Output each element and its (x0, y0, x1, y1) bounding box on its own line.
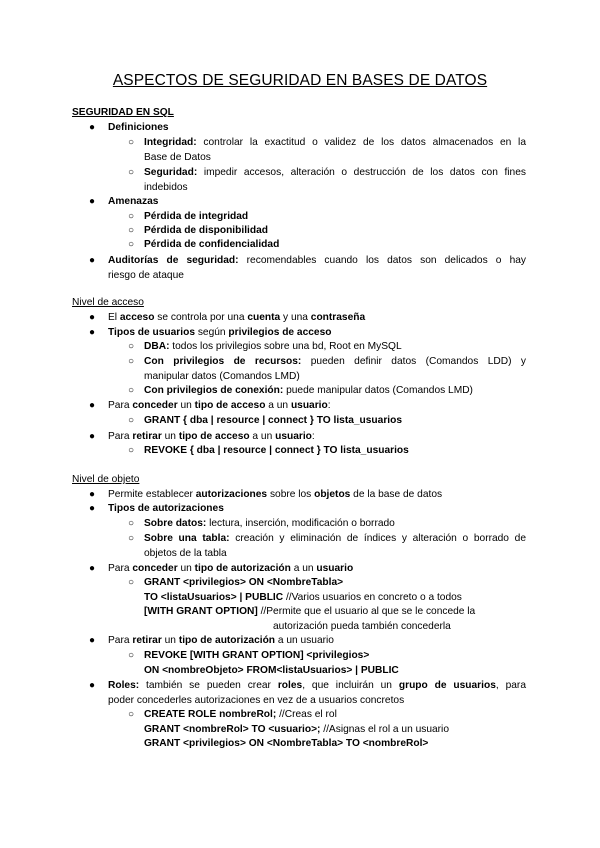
grant-command: GRANT { dba | resource | connect } TO lista_usuarios (144, 415, 403, 426)
text-span: también se pueden crear (139, 680, 278, 691)
text-span: retirar (132, 431, 162, 442)
text-span: contraseña (310, 312, 366, 323)
text-span: objetos (314, 489, 351, 500)
list-item-amenaza (144, 238, 526, 253)
list-item-definiciones (108, 121, 526, 136)
seguridad-label: Seguridad: (144, 167, 198, 178)
text-span: a un (290, 563, 317, 574)
sobre-tabla-text: creación y eliminación de índices y alteración o borrado de (229, 533, 526, 544)
list-item-auditorias (108, 254, 526, 283)
text-span: conceder (132, 400, 178, 411)
text-span: a un usuario (275, 635, 334, 646)
list-item-integridad (144, 136, 526, 165)
text-span: cuenta (247, 312, 281, 323)
grant-privileges-role-command: GRANT <privilegios> ON <NombreTabla> TO <nombreRol> (144, 738, 429, 749)
text-span: un (161, 635, 179, 646)
circle-bullet-icon: ○ (128, 211, 135, 222)
amenaza-text: Pérdida de integridad (144, 211, 249, 222)
text-span: Para (108, 563, 133, 574)
text-span: Para (108, 635, 133, 646)
seguridad-text: impedir accesos, alteración o destrucción de los datos con fines (197, 167, 526, 178)
list-item-recursos (144, 355, 526, 384)
circle-bullet-icon: ○ (128, 709, 135, 720)
list-item-grant-objeto (144, 576, 534, 634)
text-span: y una (280, 312, 311, 323)
bullet-icon: ● (89, 563, 96, 574)
bullet-icon: ● (89, 122, 96, 133)
text-span: a un (249, 431, 276, 442)
integridad-label: Integridad: (144, 137, 197, 148)
circle-bullet-icon: ○ (128, 225, 135, 236)
text-span: retirar (132, 635, 162, 646)
text-span: tipo de autorización (178, 635, 276, 646)
text-span: usuario (316, 563, 354, 574)
text-span: : (327, 400, 331, 411)
text-span: grupo de usuarios (398, 680, 496, 691)
list-item-seguridad (144, 166, 526, 195)
grant-role-command: GRANT <nombreRol> TO <usuario>; (144, 723, 321, 735)
text-span: privilegios de acceso (228, 327, 332, 338)
text-span: acceso (119, 312, 155, 323)
text-span: Permite establecer (108, 489, 196, 500)
circle-bullet-icon: ○ (128, 341, 135, 352)
list-item-grant-acceso (144, 414, 526, 429)
sobre-datos-label: Sobre datos: (144, 518, 207, 529)
circle-bullet-icon: ○ (128, 518, 135, 529)
dba-label: DBA: (144, 341, 170, 352)
seguridad-text-2: indebidos (144, 181, 188, 193)
integridad-text-2: Base de Datos (144, 151, 211, 163)
bullet-icon: ● (89, 255, 96, 266)
circle-bullet-icon: ○ (128, 239, 135, 250)
text-span: usuario (275, 431, 312, 442)
bullet-icon: ● (89, 400, 96, 411)
list-item-acceso-cuenta (108, 311, 526, 326)
text-span: tipo de autorización (194, 563, 291, 574)
text-span: tipo de acceso (178, 431, 250, 442)
section-heading-objeto: Nivel de objeto (72, 474, 140, 485)
amenaza-text: Pérdida de disponibilidad (144, 225, 268, 236)
conexion-text: puede manipular datos (Comandos LMD) (283, 385, 473, 396)
bullet-icon: ● (89, 312, 96, 323)
list-item-sobre-datos (144, 517, 526, 532)
grant-role-comment: //Asignas el rol a un usuario (320, 723, 449, 735)
roles-text-2: poder concederles autorizaciones en vez de a usuarios concretos (108, 694, 405, 706)
list-item-tipos-usuarios (108, 326, 526, 341)
revoke-command: REVOKE { dba | resource | connect } TO lista_usuarios (144, 445, 409, 456)
list-item-sobre-tabla (144, 532, 526, 561)
list-item-revoke-objeto (144, 649, 526, 678)
text-span: Para (108, 431, 133, 442)
grant-comment-3: //Permite que el usuario al que se le concede la (257, 606, 476, 617)
revoke-line-2: ON <nombreObjeto> FROM<listaUsuarios> | PUBLIC (144, 664, 399, 676)
bullet-icon: ● (89, 635, 96, 646)
create-role-comment: //Creas el rol (276, 709, 337, 720)
text-span: un (177, 400, 195, 411)
list-item-amenaza (144, 210, 526, 225)
section-heading-acceso: Nivel de acceso (72, 297, 144, 308)
page-title: ASPECTOS DE SEGURIDAD EN BASES DE DATOS (112, 72, 488, 89)
amenaza-text: Pérdida de confidencialidad (144, 239, 280, 250)
section-heading-sql: SEGURIDAD EN SQL (72, 107, 174, 118)
text-span: Para (108, 400, 133, 411)
list-item-retirar-acceso (108, 430, 526, 445)
text-span: se controla por una (154, 312, 248, 323)
sobre-tabla-text-2: objetos de la tabla (144, 547, 227, 559)
circle-bullet-icon: ○ (128, 445, 135, 456)
auditorias-text-2: riesgo de ataque (108, 269, 184, 281)
sobre-datos-text: lectura, inserción, modificación o borrado (206, 518, 395, 529)
text-span: : (311, 431, 315, 442)
list-item-conceder-acceso (108, 399, 526, 414)
circle-bullet-icon: ○ (128, 137, 135, 148)
list-item-conceder-autorizacion (108, 562, 526, 577)
bullet-icon: ● (89, 196, 96, 207)
circle-bullet-icon: ○ (128, 650, 135, 661)
dba-text: todos los privilegios sobre una bd, Root en MySQL (169, 341, 402, 352)
definiciones-label: Definiciones (108, 122, 169, 133)
recursos-label: Con privilegios de recursos: (144, 356, 302, 367)
circle-bullet-icon: ○ (128, 385, 135, 396)
bullet-icon: ● (89, 431, 96, 442)
text-span: usuario (290, 400, 328, 411)
grant-comment-4: autorización pueda también concederla (273, 620, 451, 632)
text-span: según (195, 327, 229, 338)
circle-bullet-icon: ○ (128, 577, 135, 588)
list-item-roles (108, 679, 526, 708)
sobre-tabla-label: Sobre una tabla: (144, 533, 230, 544)
text-span: autorizaciones (195, 489, 268, 500)
bullet-icon: ● (89, 680, 96, 691)
list-item-tipos-autorizaciones (108, 502, 526, 517)
list-item-retirar-autorizacion (108, 634, 526, 649)
text-span: de la base de datos (350, 489, 443, 500)
bullet-icon: ● (89, 489, 96, 500)
list-item-permite (108, 488, 526, 503)
grant-comment-2: //Varios usuarios en concreto o a todos (283, 591, 462, 603)
bullet-icon: ● (89, 503, 96, 514)
circle-bullet-icon: ○ (128, 415, 135, 426)
revoke-line-1: REVOKE [WITH GRANT OPTION] <privilegios> (144, 650, 370, 661)
bullet-icon: ● (89, 327, 96, 338)
list-item-create-role (144, 708, 526, 752)
text-span: , para (495, 680, 526, 691)
tipos-autorizaciones-label: Tipos de autorizaciones (108, 503, 224, 514)
roles-label: Roles: (108, 680, 140, 691)
text-span: sobre los (267, 489, 315, 500)
recursos-text: pueden definir datos (Comandos LDD) y (301, 356, 526, 367)
list-item-amenazas (108, 195, 526, 210)
list-item-conexion (144, 384, 526, 399)
grant-line-2: TO <listaUsuarios> | PUBLIC (144, 591, 284, 603)
text-span: un (161, 431, 179, 442)
circle-bullet-icon: ○ (128, 167, 135, 178)
text-span: tipo de acceso (194, 400, 266, 411)
grant-line-3: [WITH GRANT OPTION] (144, 606, 258, 617)
circle-bullet-icon: ○ (128, 356, 135, 367)
amenazas-label: Amenazas (108, 196, 159, 207)
list-item-revoke-acceso (144, 444, 526, 459)
auditorias-text: recomendables cuando los datos son delicados o hay (238, 255, 526, 266)
text-span: Tipos de usuarios (108, 327, 195, 338)
grant-line-1: GRANT <privilegios> ON <NombreTabla> (144, 577, 344, 588)
list-item-amenaza (144, 224, 526, 239)
text-span: a un (265, 400, 291, 411)
text-span: roles (277, 680, 303, 691)
create-role-command: CREATE ROLE nombreRol; (144, 709, 277, 720)
text-span: un (177, 563, 195, 574)
circle-bullet-icon: ○ (128, 533, 135, 544)
conexion-label: Con privilegios de conexión: (144, 385, 284, 396)
text-span: conceder (132, 563, 178, 574)
list-item-dba (144, 340, 526, 355)
auditorias-label: Auditorías de seguridad: (108, 255, 239, 266)
recursos-text-2: manipular datos (Comandos LMD) (144, 370, 300, 382)
text-span: , que incluirán un (302, 680, 399, 691)
text-span: El (108, 312, 120, 323)
integridad-text: controlar la exactitud o validez de los datos almacenados en la (196, 137, 526, 148)
